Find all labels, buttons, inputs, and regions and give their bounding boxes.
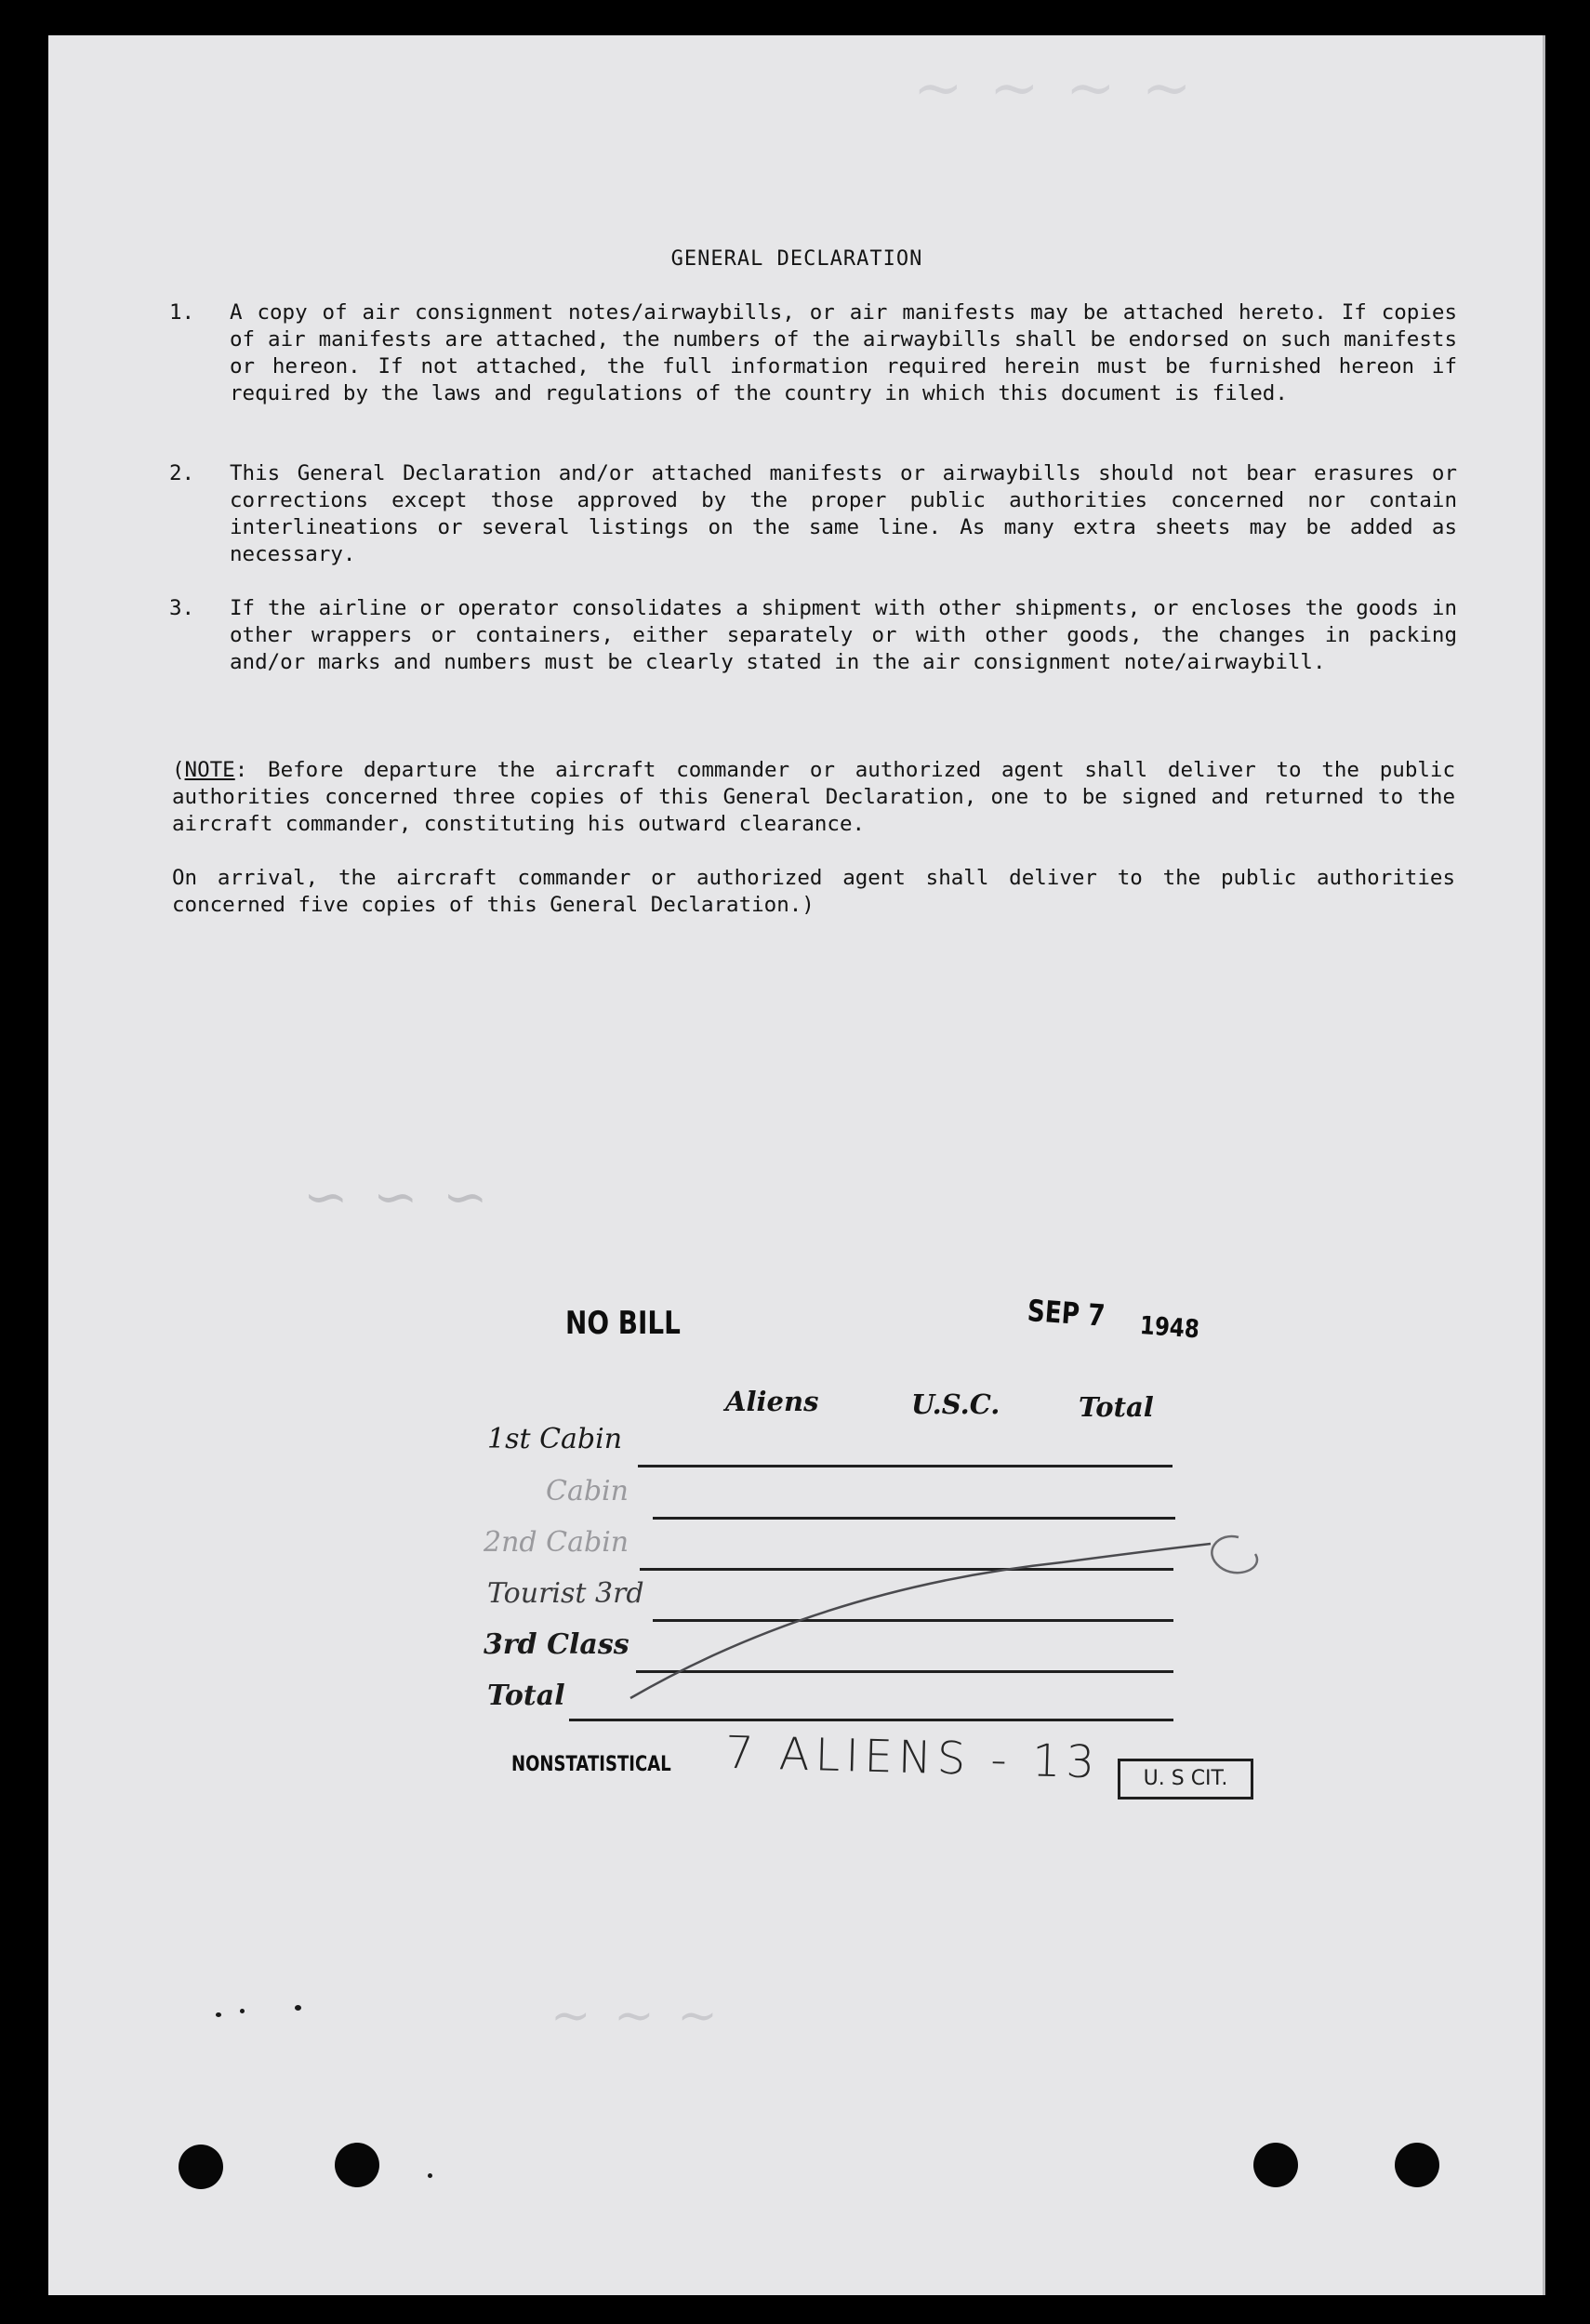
note-label: NOTE (184, 758, 235, 782)
pencil-strike-line (625, 1523, 1229, 1709)
row-rule-total (569, 1719, 1173, 1721)
document-title: GENERAL DECLARATION (670, 247, 923, 271)
row-label-2nd-cabin: 2nd Cabin (484, 1526, 629, 1559)
bleed-through-top: ~ ~ ~ ~ (913, 54, 1196, 123)
note-paragraph (172, 757, 1455, 838)
column-aliens: Aliens (725, 1386, 819, 1417)
year-stamp: 1948 (1138, 1311, 1200, 1345)
note-open: ( (172, 758, 185, 782)
punch-hole (1253, 2143, 1298, 2187)
us-cit-label: U. S CIT. (1143, 1767, 1228, 1790)
ink-speck (295, 2005, 301, 2011)
date-stamp: SEP 7 (1026, 1293, 1106, 1334)
pencil-circle-mark (1192, 1528, 1276, 1584)
clause-text: This General Declaration and/or attached manifests or airwaybills should not bear erasures or corrections except those approved by the proper public authorities concerned nor contain interlineations or several listings on the same line. As many extra sheets may be added as necessary. (230, 461, 1457, 566)
row-rule-cabin (653, 1517, 1175, 1520)
punch-hole (1395, 2143, 1439, 2187)
row-rule-1st-cabin (638, 1465, 1173, 1467)
row-label-tourist-3rd: Tourist 3rd (487, 1577, 644, 1610)
punch-hole (179, 2145, 223, 2189)
no-bill-stamp: NO BILL (565, 1305, 681, 1342)
clause-number: 1. (169, 300, 195, 325)
ink-speck (428, 2173, 432, 2178)
document-page (48, 35, 1545, 2295)
column-usc: U.S.C. (911, 1388, 1000, 1420)
ink-speck (240, 2009, 245, 2013)
row-label-cabin: Cabin (546, 1475, 629, 1507)
clause-number: 3. (169, 596, 195, 620)
nonstatistical-stamp: NONSTATISTICAL (511, 1753, 671, 1776)
row-label-1st-cabin: 1st Cabin (487, 1423, 623, 1455)
clause-text: If the airline or operator consolidates a shipment with other shipments, or encloses the goods in other wrappers or containers, either separately or with other goods, the changes in packing and/or marks and numbers must be clearly stated in the air consignment note/airwaybill. (230, 596, 1457, 674)
page-edge (1543, 35, 1545, 2295)
handwritten-tally: 7 ALIENS - 13 (724, 1726, 1101, 1789)
row-label-total: Total (487, 1680, 565, 1712)
bleed-through-low: ~ ~ ~ (550, 1988, 722, 2044)
ink-speck (216, 2012, 221, 2017)
punch-hole (335, 2143, 379, 2187)
note-text: : Before departure the aircraft commander or authorized agent shall deliver to the public authorities concerned three copies of this General Declaration, one to be signed and returned to the aircraft commander, constituting his outward clearance. (172, 758, 1455, 836)
clause-number: 2. (169, 461, 195, 485)
arrival-paragraph: On arrival, the aircraft commander or authorized agent shall deliver to the public authorities concerned five copies of this General Declaration.) (172, 866, 1455, 917)
column-total: Total (1079, 1391, 1154, 1423)
clause-text: A copy of air consignment notes/airwaybills, or air manifests may be attached hereto. If copies of air manifests are attached, the numbers of the airwaybills shall be endorsed on such manifests or hereon. If not attached, the full information required herein must be furnished hereon if required by the laws and regulations of the country in which this document is filed. (230, 300, 1457, 405)
us-cit-stamp (1118, 1759, 1253, 1799)
row-label-3rd-class: 3rd Class (484, 1628, 629, 1661)
bleed-through-mid: ~ ~ ~ (299, 1165, 488, 1228)
